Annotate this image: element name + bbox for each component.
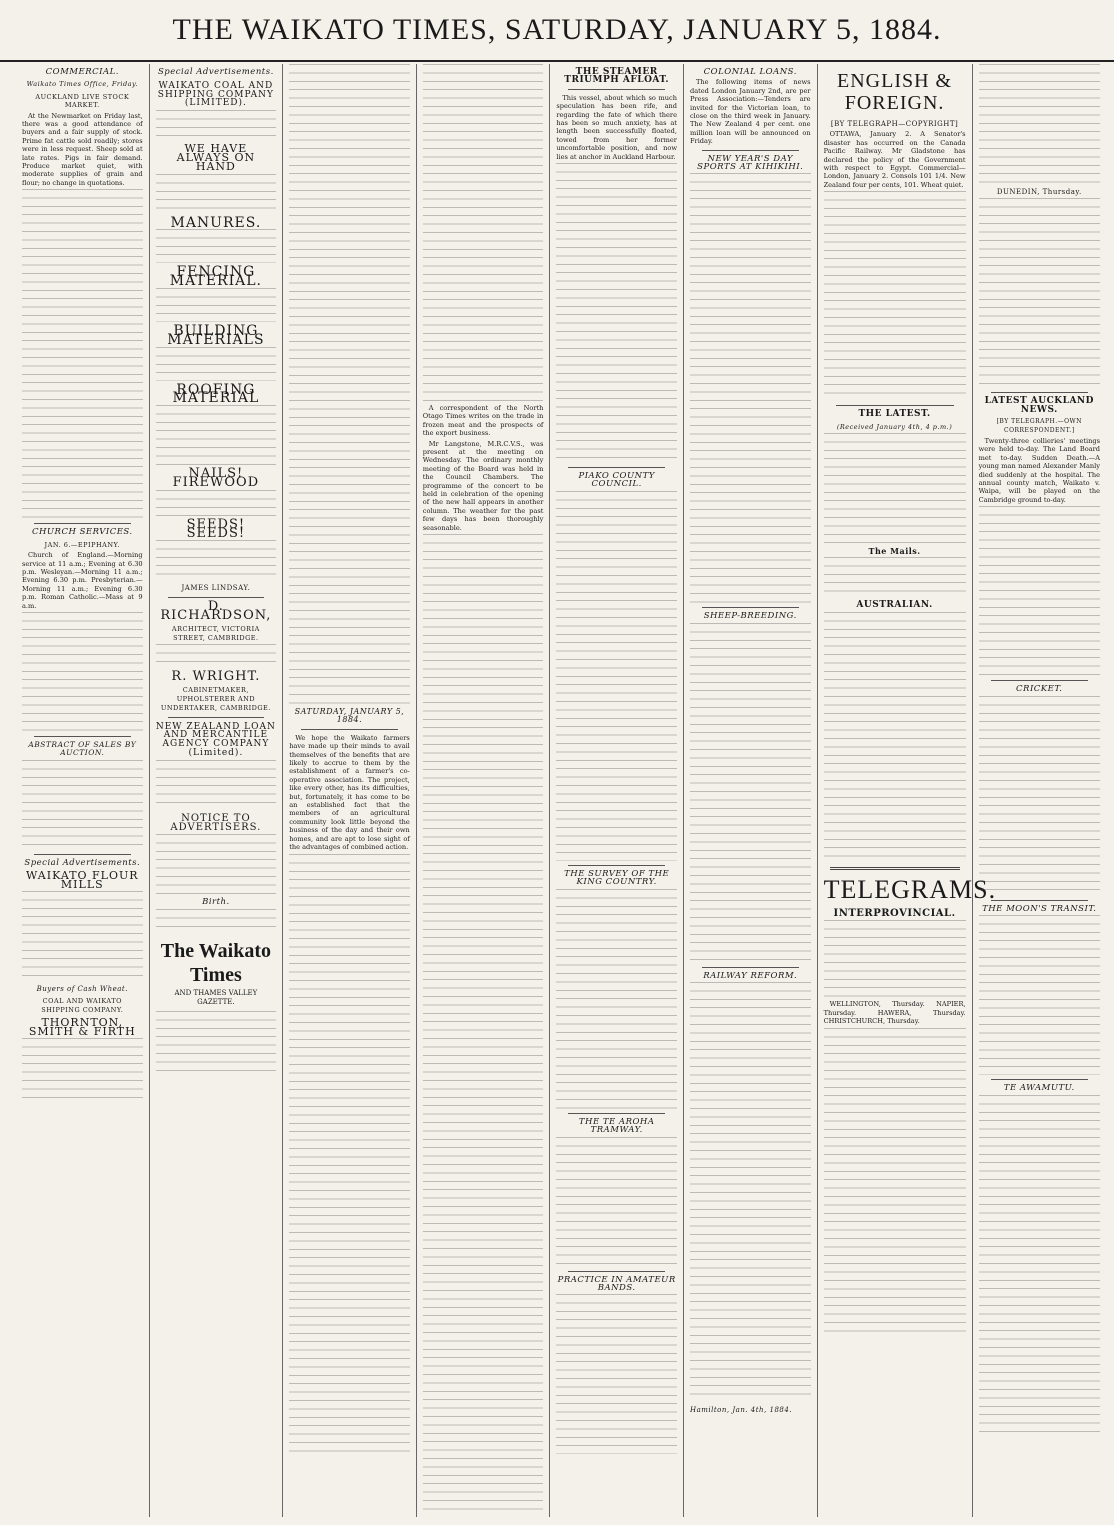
column-auckland <box>973 64 1106 1517</box>
text-filler <box>824 920 966 1000</box>
section-heading: NEW YEAR'S DAY SPORTS AT KIHIKIHI. <box>697 153 804 173</box>
divider <box>702 967 799 968</box>
ad-wright-sub: CABINETMAKER, UPHOLSTERER AND UNDERTAKER, CAMBRIDGE. <box>160 686 271 712</box>
ad-coal-shipping: WAIKATO COAL AND SHIPPING COMPANY (LIMITED). <box>157 80 274 109</box>
divider <box>568 467 665 468</box>
ad-architect-sub: ARCHITECT, VICTORIA STREET, CAMBRIDGE. <box>171 624 260 642</box>
text-filler <box>824 433 966 543</box>
paper-title: The Waikato Times <box>160 940 271 987</box>
section-heading: THE MOON'S TRANSIT. <box>982 903 1097 914</box>
divider <box>830 867 960 870</box>
divider <box>991 900 1088 901</box>
text-filler <box>156 347 277 381</box>
divider <box>991 1079 1088 1080</box>
text-filler <box>556 491 677 861</box>
text-filler <box>556 1294 677 1454</box>
section-heading: ENGLISH & FOREIGN. <box>837 70 953 114</box>
section-heading: COMMERCIAL. <box>45 67 119 77</box>
section-heading: THE SURVEY OF THE KING COUNTRY. <box>564 868 670 888</box>
place-lines: WELLINGTON, Thursday. NAPIER, Thursday. HAWERA, Thursday. CHRISTCHURCH, Thursday. <box>823 1000 966 1026</box>
text-filler <box>156 760 277 810</box>
divider <box>991 392 1088 393</box>
text-filler <box>156 110 277 140</box>
text-filler <box>22 189 143 519</box>
text-filler <box>22 891 143 981</box>
divider <box>568 865 665 866</box>
masthead: THE WAIKATO TIMES, SATURDAY, JANUARY 5, 1884. <box>0 0 1114 62</box>
section-heading: THE STEAMER TRIUMPH AFLOAT. <box>564 67 670 86</box>
church-body: Church of England.—Morning service at 11 a.m.; Evening at 6.30 p.m. Wesleyan.—Morning 11 a.m.; Evening 6.30 p.m. Presbyterian.—Morning 11 a.m.; Evening 6.30 p.m. Roman Catholic.—Mass at 9 a.m. <box>22 551 143 610</box>
section-heading: AUSTRALIAN. <box>856 600 933 611</box>
divider <box>702 607 799 608</box>
ad-flour-mills: WAIKATO FLOUR MILLS <box>26 869 139 891</box>
section-heading: CRICKET. <box>1016 684 1063 695</box>
text-filler <box>156 644 277 668</box>
section-heading: THE TE AROHA TRAMWAY. <box>578 1116 655 1136</box>
ad-coal: COAL AND WAIKATO SHIPPING COMPANY. <box>41 997 124 1014</box>
divider <box>301 729 398 730</box>
leader-body: We hope the Waikato farmers have made up their minds to avail themselves of the benefits that are likely to accrue to them by the establishment of a farmer's co-operative association. The project, like every other, has its difficulties, but, fortunately, it has come to be an established fact that the members of an agricultural community look little beyond the business of the day and their own homes, and are apt to lose sight of the advantages of combined action. <box>289 733 410 852</box>
ad-nails-firewood: NAILS! FIREWOOD <box>172 466 260 490</box>
text-filler <box>556 889 677 1109</box>
section-heading: LATEST AUCKLAND NEWS. <box>984 396 1094 415</box>
divider <box>34 523 131 524</box>
sub-heading: [BY TELEGRAPH.—OWN CORRESPONDENT.] <box>996 418 1082 434</box>
divider <box>702 150 799 151</box>
ad-wright: R. WRIGHT. <box>171 669 261 685</box>
article-body: OTTAWA, January 2. A Senator's disaster has occurred on the Canada Pacific Railway. Mr Gladstone has declared the policy of the Government with respect to Egypt. Commercial—London, January 2. Consols 101 1/4. New Zealand four per cents, 101. Wheat quiet. <box>823 130 966 189</box>
sub-heading: DUNEDIN, Thursday. <box>996 188 1082 196</box>
column-colonial <box>684 64 818 1517</box>
section-heading: Special Advertisements. <box>157 67 274 77</box>
text-filler <box>156 174 277 214</box>
section-heading: ABSTRACT OF SALES BY AUCTION. <box>28 739 137 758</box>
ad-manures: MANURES. <box>170 214 262 231</box>
section-heading: INTERPROVINCIAL. <box>833 907 956 919</box>
ad-notice: NOTICE TO ADVERTISERS. <box>170 812 262 833</box>
column-commercial <box>16 64 150 1517</box>
section-heading: CHURCH SERVICES. <box>31 527 133 538</box>
article-body: The following items of news dated London January 2nd, are per Press Association:—Tenders are invited for the Victorian loan, to close on the third week in January. The New Zealand 4 per cent. one million loan will be announced on Friday. <box>689 78 811 146</box>
section-heading: Special Advertisements. <box>24 857 141 868</box>
section-heading: PRACTICE IN AMATEUR BANDS. <box>557 1274 676 1293</box>
text-filler <box>156 834 277 894</box>
divider <box>568 1271 665 1272</box>
text-filler <box>979 1095 1100 1435</box>
text-filler <box>979 64 1100 184</box>
text-filler <box>979 506 1100 676</box>
section-heading: THE LATEST. <box>858 409 931 420</box>
divider <box>168 717 265 718</box>
text-filler <box>690 173 811 603</box>
divider <box>568 1113 665 1114</box>
ad-always-on-hand: WE HAVE ALWAYS ON HAND <box>176 142 256 173</box>
ad-fencing: FENCING MATERIAL. <box>169 264 262 290</box>
sign-off: Hamilton, Jan. 4th, 1884. <box>689 1406 793 1415</box>
text-filler <box>22 612 143 732</box>
column-advertisements <box>150 64 284 1517</box>
section-heading: PIAKO COUNTY COUNCIL. <box>578 471 655 490</box>
column-news <box>417 64 551 1517</box>
ad-nz-loan: NEW ZEALAND LOAN AND MERCANTILE AGENCY COMPANY (Limited). <box>155 721 276 758</box>
divider <box>568 89 665 90</box>
paper-subtitle: AND THAMES VALLEY GAZETTE. <box>174 989 258 1006</box>
columns <box>16 64 1106 1517</box>
text-filler <box>289 854 410 1454</box>
article-body: Twenty-three collieries' meetings were held to-day. The Land Board met to-day. Sudden Death.—A young man named Alexander Manly died suddenly at the hospital. The annual county match, Waikato v. Waipa, will be played on the Cambridge ground to-day. <box>978 437 1100 504</box>
ad-buyers: Buyers of Cash Wheat. <box>36 984 128 993</box>
section-heading: The Mails. <box>868 546 921 557</box>
text-filler <box>556 1137 677 1267</box>
text-filler <box>289 64 410 704</box>
section-heading: COLONIAL LOANS. <box>703 67 797 77</box>
section-heading: SHEEP-BREEDING. <box>703 611 797 622</box>
text-filler <box>156 1011 277 1071</box>
column-triumph <box>550 64 684 1517</box>
ad-roofing: ROOFING MATERIAL <box>172 381 260 407</box>
text-filler <box>824 1028 966 1338</box>
divider <box>836 405 954 406</box>
ad-thornton: THORNTON, SMITH & FIRTH <box>28 1016 136 1038</box>
text-filler <box>156 405 277 465</box>
article-body: Mr Langstone, M.R.C.V.S., was present at the meeting on Wednesday. The ordinary monthly meeting of the Board was held in the Council Chambers. The programme of the concert to be held in celebration of the opening of the new hall appears in another column. The weather for the past few days has been thoroughly seasonable. <box>422 439 544 532</box>
agent-name: JAMES LINDSAY. <box>181 584 251 593</box>
divider <box>34 736 131 737</box>
text-filler <box>979 696 1100 896</box>
text-filler <box>979 915 1100 1075</box>
ad-seeds: SEEDS! SEEDS! <box>186 516 246 541</box>
ad-architect: D. RICHARDSON, <box>160 599 272 623</box>
column-telegrams <box>818 64 997 1517</box>
text-filler <box>824 191 966 401</box>
text-filler <box>22 1038 143 1098</box>
article-body: This vessel, about which so much speculation has been rife, and regarding the fate of which there has been so much anxiety, has at length been successfully floated, towed from her former uncomfortable position, and now lies at anchor in Auckland Harbour. <box>556 93 677 161</box>
birth-heading: Birth. <box>202 897 230 908</box>
text-filler <box>423 534 544 1514</box>
church-date: JAN. 6.—EPIPHANY. <box>44 540 121 549</box>
sub-heading: AUCKLAND LIVE STOCK MARKET. <box>35 92 130 110</box>
dateline: Waikato Times Office, Friday. <box>26 80 138 89</box>
section-heading: TE AWAMUTU. <box>1003 1083 1075 1094</box>
section-heading: TELEGRAMS. <box>823 874 997 904</box>
sub-heading: [BY TELEGRAPH—COPYRIGHT] <box>830 120 959 128</box>
section-heading: RAILWAY REFORM. <box>703 970 798 981</box>
text-filler <box>156 490 277 516</box>
text-filler <box>824 612 966 862</box>
divider <box>991 680 1088 681</box>
divider <box>168 597 265 598</box>
text-filler <box>556 163 677 463</box>
text-filler <box>824 557 966 597</box>
text-filler <box>22 760 143 850</box>
text-filler <box>156 909 277 929</box>
text-filler <box>690 982 811 1402</box>
text-filler <box>156 229 277 263</box>
text-filler <box>156 288 277 322</box>
text-filler <box>690 623 811 963</box>
text-filler <box>979 198 1100 388</box>
leader-dateline: SATURDAY, JANUARY 5, 1884. <box>294 707 405 725</box>
article-body: At the Newmarket on Friday last, there was a good attendance of buyers and a fair supply of stock. Prime fat cattle sold readily; stores were in less request. Sheep sold at late rates. Pigs in fair demand. Produce market quiet, with moderate supplies of grain and flour; no change in quotations. <box>22 111 143 187</box>
ad-building: BUILDING MATERIALS <box>167 322 265 348</box>
sub-heading: (Received January 4th, 4 p.m.) <box>836 422 953 431</box>
text-filler <box>156 540 277 580</box>
divider <box>34 854 131 855</box>
text-filler <box>423 64 544 404</box>
article-body: A correspondent of the North Otago Times writes on the trade in frozen meat and the prospects of the export business. <box>422 404 544 438</box>
column-leader <box>283 64 417 1517</box>
